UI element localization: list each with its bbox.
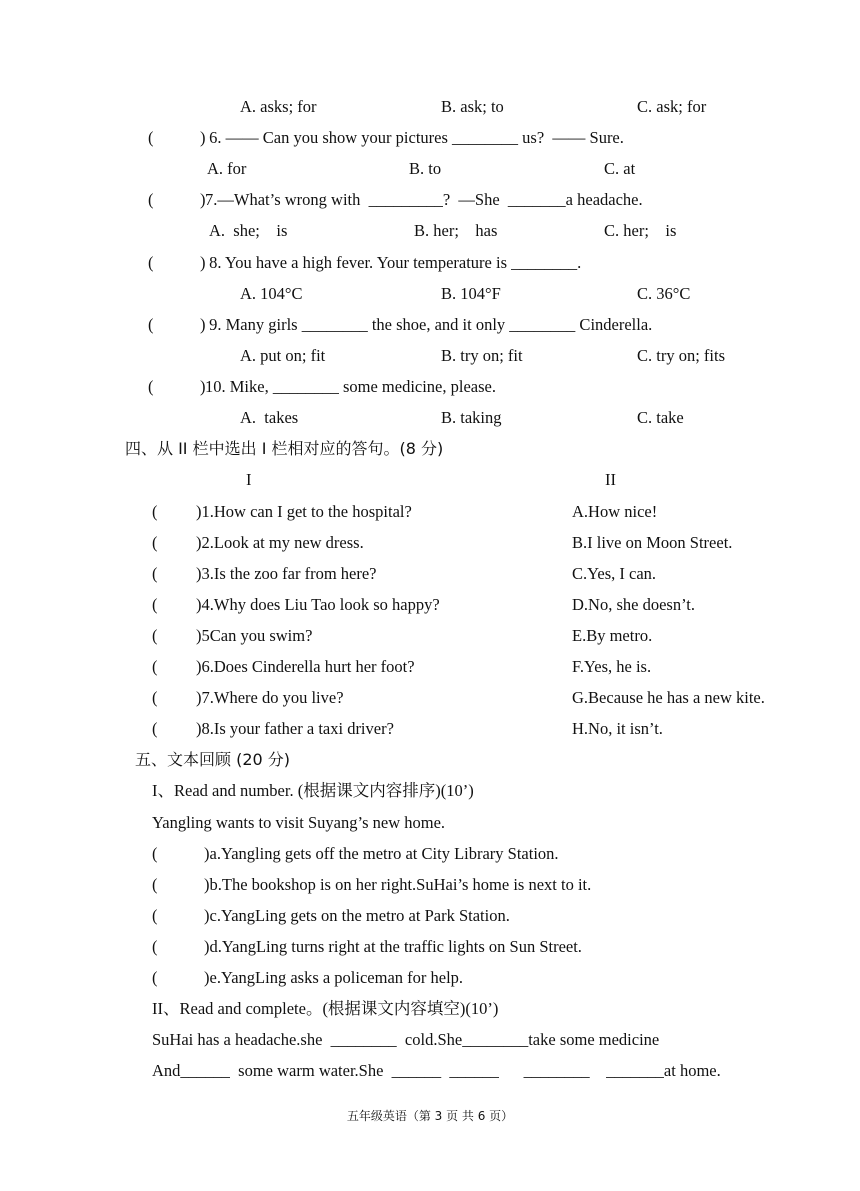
order-item-b: )b.The bookshop is on her right.SuHai’s home is next to it. [204,875,592,894]
match-row-8-paren: ( [152,719,158,738]
match-row-3-answer: C.Yes, I can. [572,564,657,583]
q9-option-c: C. try on; fits [637,346,726,365]
order-item-d-paren: ( [152,937,158,956]
match-row-5-paren: ( [152,626,158,645]
q7-option-c: C. her; is [604,221,677,240]
match-row-3-question: )3.Is the zoo far from here? [196,564,377,583]
order-item-e: )e.YangLing asks a policeman for help. [204,968,464,987]
match-row-6-answer: F.Yes, he is. [572,657,652,676]
q8-question: 8. You have a high fever. Your temperature is ________. [205,253,582,272]
match-row-4-question: )4.Why does Liu Tao look so happy? [196,595,440,614]
q5-option-c: C. ask; for [637,97,707,116]
q7-paren-open: ( [148,190,154,209]
match-row-8-answer: H.No, it isn’t. [572,719,663,738]
order-item-c: )c.YangLing gets on the metro at Park Station. [204,906,510,925]
order-item-e-paren: ( [152,968,158,987]
q8-option-a: A. 104°C [240,284,303,303]
q10-paren-open: ( [148,377,154,396]
match-row-2-answer: B.I live on Moon Street. [572,533,733,552]
q5-option-a: A. asks; for [240,97,317,116]
match-row-1-question: )1.How can I get to the hospital? [196,502,412,521]
q7-paren-close: ) [200,190,206,209]
match-row-3-paren: ( [152,564,158,583]
section4-heading: 四、从 II 栏中选出 I 栏相对应的答句。(8 分) [125,439,444,458]
q8-paren-open: ( [148,253,154,272]
q7-question: 7.—What’s wrong with _________? —She _______a headache. [205,190,643,209]
match-row-7-paren: ( [152,688,158,707]
q8-paren-close: ) [200,253,206,272]
q9-paren-open: ( [148,315,154,334]
order-item-d: )d.YangLing turns right at the traffic lights on Sun Street. [204,937,582,956]
section4-col2-header: II [605,470,616,489]
part2-title: II、Read and complete。(根据课文内容填空)(10’) [152,999,499,1018]
order-item-c-paren: ( [152,906,158,925]
q6-paren-open: ( [148,128,154,147]
q7-option-b: B. her; has [414,221,498,240]
match-row-2-question: )2.Look at my new dress. [196,533,364,552]
order-item-a-paren: ( [152,844,158,863]
match-row-5-question: )5Can you swim? [196,626,313,645]
q6-option-b: B. to [409,159,442,178]
match-row-4-answer: D.No, she doesn’t. [572,595,695,614]
q8-option-c: C. 36°C [637,284,691,303]
q9-option-a: A. put on; fit [240,346,326,365]
match-row-1-paren: ( [152,502,158,521]
q10-question: 10. Mike, ________ some medicine, please. [205,377,496,396]
match-row-8-question: )8.Is your father a taxi driver? [196,719,394,738]
q5-option-b: B. ask; to [441,97,504,116]
q6-option-a: A. for [207,159,247,178]
q10-option-c: C. take [637,408,684,427]
match-row-2-paren: ( [152,533,158,552]
part1-intro: Yangling wants to visit Suyang’s new home. [152,813,446,832]
q9-paren-close: ) [200,315,206,334]
match-row-1-answer: A.How nice! [572,502,658,521]
match-row-4-paren: ( [152,595,158,614]
match-row-6-paren: ( [152,657,158,676]
order-item-b-paren: ( [152,875,158,894]
match-row-5-answer: E.By metro. [572,626,653,645]
page-footer: 五年级英语（第 3 页 共 6 页） [346,1109,514,1123]
match-row-7-answer: G.Because he has a new kite. [572,688,765,707]
q6-question: 6. —— Can you show your pictures ________ us? —— Sure. [205,128,624,147]
match-row-7-question: )7.Where do you live? [196,688,344,707]
q8-option-b: B. 104°F [441,284,501,303]
q6-paren-close: ) [200,128,206,147]
order-item-a: )a.Yangling gets off the metro at City Library Station. [204,844,559,863]
q10-option-b: B. taking [441,408,502,427]
q7-option-a: A. she; is [209,221,288,240]
part1-title: I、Read and number. (根据课文内容排序)(10’) [152,781,474,800]
part2-line-2: And______ some warm water.She ______ ______ ________ _______at home. [152,1061,721,1080]
q6-option-c: C. at [604,159,636,178]
q10-paren-close: ) [200,377,206,396]
part2-line-1: SuHai has a headache.she ________ cold.She________take some medicine [152,1030,660,1049]
match-row-6-question: )6.Does Cinderella hurt her foot? [196,657,415,676]
section4-col1-header: I [246,470,252,489]
q10-option-a: A. takes [240,408,299,427]
q9-question: 9. Many girls ________ the shoe, and it only ________ Cinderella. [205,315,653,334]
section5-heading: 五、文本回顾 (20 分) [135,750,291,769]
q9-option-b: B. try on; fit [441,346,523,365]
